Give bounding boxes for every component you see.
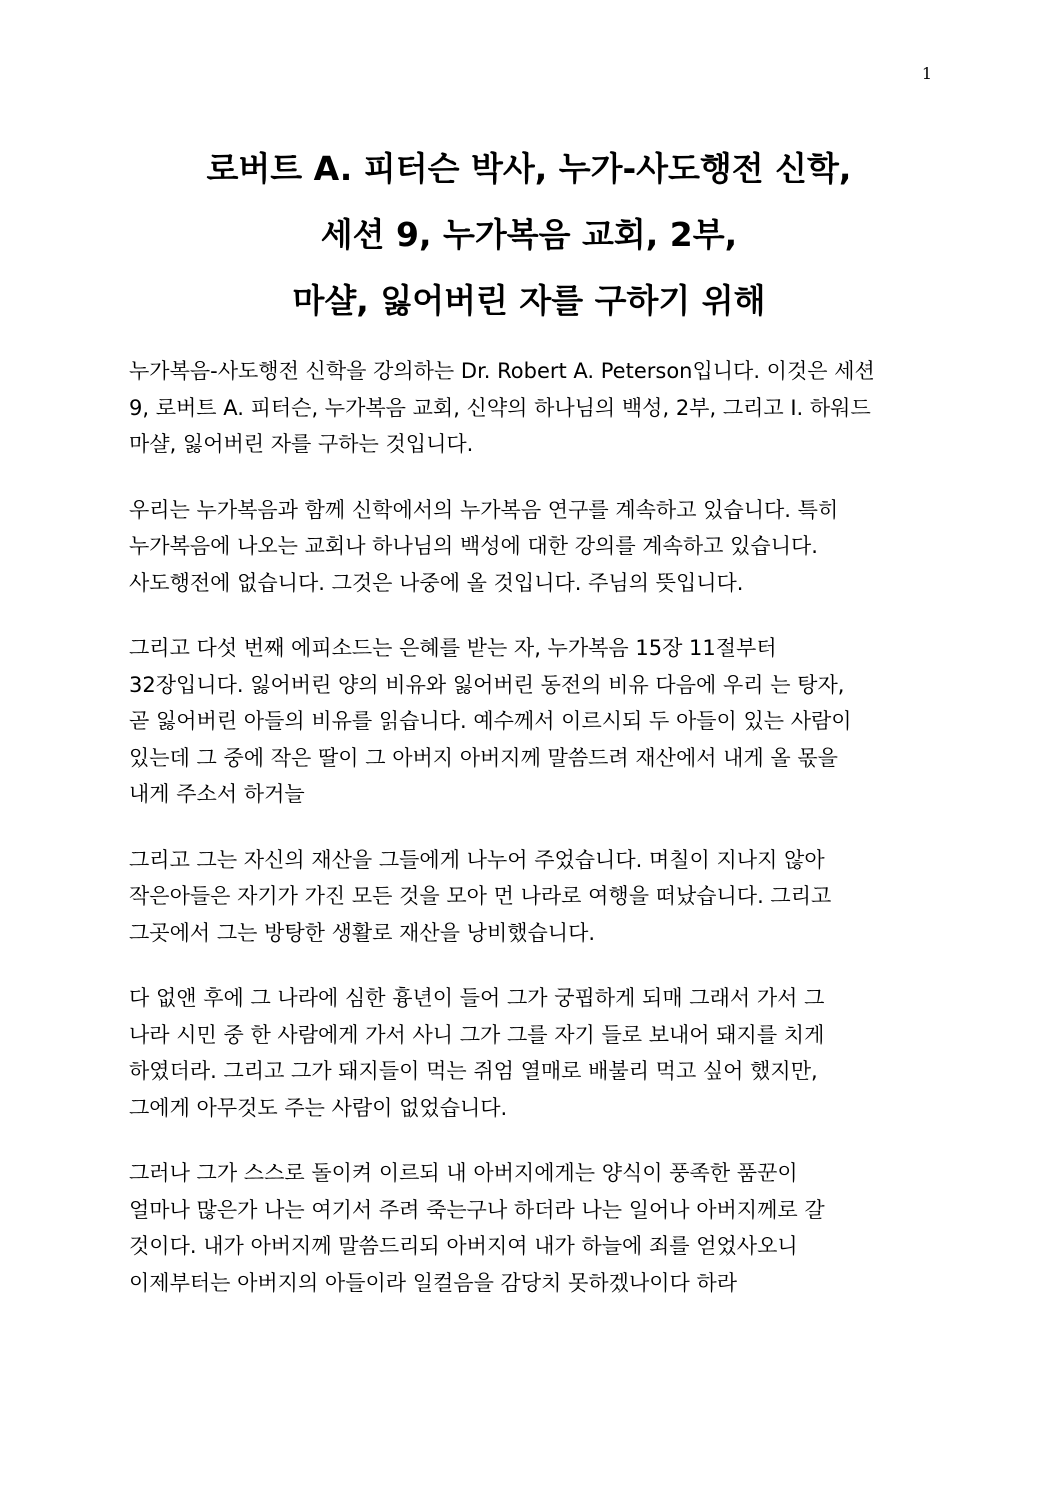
text-line: 나라 시민 중 한 사람에게 가서 사니 그가 그를 자기 들로 보내어 돼지를 치게 <box>129 1022 825 1047</box>
text-line: 누가복음에 나오는 교회나 하나님의 백성에 대한 강의를 계속하고 있습니다. <box>129 534 818 558</box>
title-line: 로버트 A. 피터슨 박사, 누가-사도행전 신학, <box>206 149 852 188</box>
text-line: 그에게 아무것도 주는 사람이 없었습니다. <box>129 1095 508 1120</box>
paragraph-intro <box>129 353 929 463</box>
page-number: 1 <box>921 64 932 83</box>
document-body <box>129 353 929 1330</box>
text-line: 그리고 다섯 번째 에피소드는 은혜를 받는 자, 누가복음 15장 11절부터 <box>129 636 777 660</box>
text-line: 하였더라. 그리고 그가 돼지들이 먹는 쥐엄 열매로 배불리 먹고 싶어 했지만, <box>129 1059 818 1083</box>
text-line: 32장입니다. 잃어버린 양의 비유와 잃어버린 동전의 비유 다음에 우리 는 탕자, <box>129 672 845 697</box>
text-line: 누가복음-사도행전 신학을 강의하는 Dr. Robert A. Peterson입니다. 이것은 세션 <box>129 359 875 383</box>
document-title <box>80 136 978 334</box>
paragraph-continuing-study <box>129 492 929 602</box>
title-line: 마샬, 잃어버린 자를 구하기 위해 <box>292 281 766 320</box>
text-line: 것이다. 내가 아버지께 말씀드리되 아버지여 내가 하늘에 죄를 얻었사오니 <box>129 1234 798 1258</box>
text-line: 그곳에서 그는 방탕한 생활로 재산을 낭비했습니다. <box>129 920 596 945</box>
text-line: 다 없앤 후에 그 나라에 심한 흉년이 들어 그가 궁핍하게 되매 그래서 가서 그 <box>129 986 825 1010</box>
text-line: 작은아들은 자기가 가진 모든 것을 모아 먼 나라로 여행을 떠났습니다. 그리고 <box>129 884 832 908</box>
text-line: 9, 로버트 A. 피터슨, 누가복음 교회, 신약의 하나님의 백성, 2부, 그리고 I. 하워드 <box>129 395 871 420</box>
text-line: 얼마나 많은가 나는 여기서 주려 죽는구나 하더라 나는 일어나 아버지께로 갈 <box>129 1197 825 1222</box>
paragraph-fifth-episode <box>129 630 929 813</box>
paragraph-famine <box>129 980 929 1126</box>
paragraph-division-of-property <box>129 842 929 952</box>
text-line: 마샬, 잃어버린 자를 구하는 것입니다. <box>129 432 474 456</box>
text-line: 있는데 그 중에 작은 딸이 그 아버지 아버지께 말씀드려 재산에서 내게 올 몫을 <box>129 745 838 770</box>
text-line: 내게 주소서 하거늘 <box>129 782 305 806</box>
title-line: 세션 9, 누가복음 교회, 2부, <box>320 215 738 254</box>
paragraph-return <box>129 1155 929 1301</box>
text-line: 사도행전에 없습니다. 그것은 나중에 올 것입니다. 주님의 뜻입니다. <box>129 570 744 595</box>
text-line: 곧 잃어버린 아들의 비유를 읽습니다. 예수께서 이르시되 두 아들이 있는 사람이 <box>129 709 852 733</box>
text-line: 이제부터는 아버지의 아들이라 일컬음을 감당치 못하겠나이다 하라 <box>129 1270 738 1295</box>
text-line: 그러나 그가 스스로 돌이켜 이르되 내 아버지에게는 양식이 풍족한 품꾼이 <box>129 1161 798 1185</box>
text-line: 우리는 누가복음과 함께 신학에서의 누가복음 연구를 계속하고 있습니다. 특히 <box>129 497 839 522</box>
text-line: 그리고 그는 자신의 재산을 그들에게 나누어 주었습니다. 며칠이 지나지 않아 <box>129 847 825 872</box>
